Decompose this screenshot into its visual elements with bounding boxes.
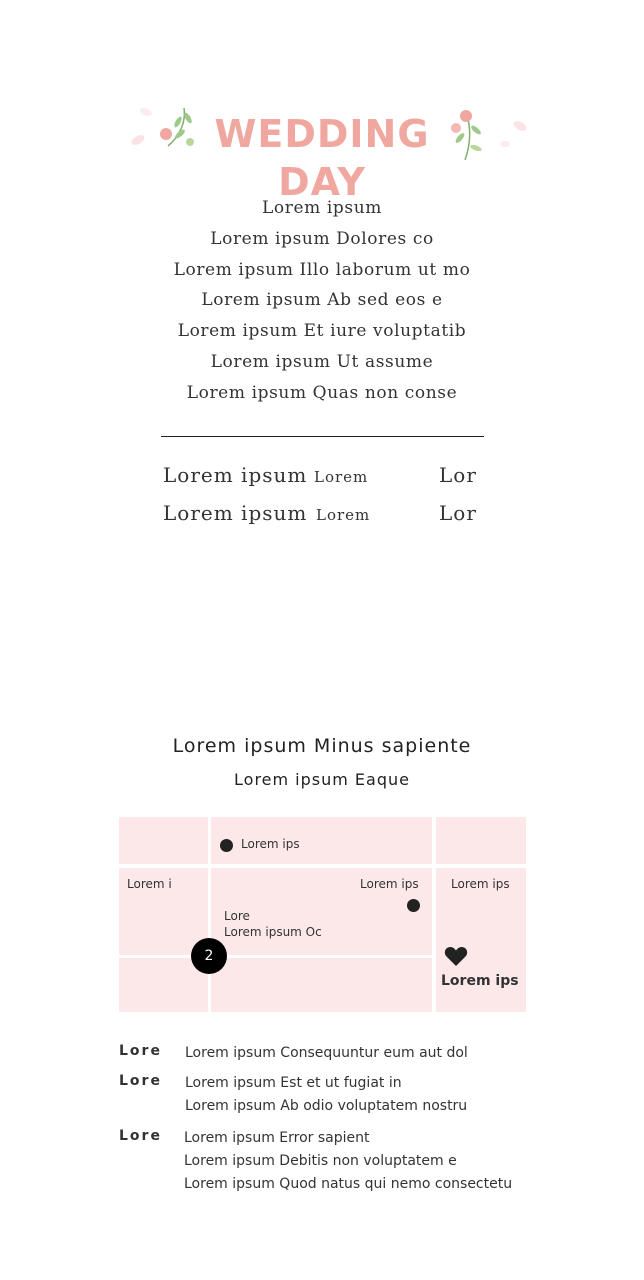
map-label: Lorem ips [451, 877, 510, 891]
dot-icon [407, 899, 420, 912]
legend-key: Lore [119, 1043, 162, 1059]
schedule [163, 463, 487, 539]
schedule-time: Lor [439, 501, 477, 525]
intro-line: Lorem ipsum Ut assume [210, 351, 434, 372]
map-block [436, 817, 526, 864]
map-label: Lorem ipsum Oc [224, 925, 322, 939]
section-divider [161, 436, 484, 437]
legend-value [185, 1073, 467, 1119]
intro-line: Lorem ipsum Illo laborum ut mo [173, 259, 471, 280]
schedule-time: Lor [439, 463, 477, 487]
legend-line: Lorem ipsum Debitis non voluptatem e [184, 1153, 457, 1169]
map-block [211, 958, 432, 1012]
legend-line: Lorem ipsum Error sapient [184, 1130, 370, 1146]
map-label: Lorem ips [241, 837, 300, 851]
intro-line: Lorem ipsum Dolores co [210, 228, 434, 249]
schedule-name: Lorem ipsum [163, 463, 308, 487]
legend-value [185, 1043, 468, 1066]
schedule-row [163, 501, 487, 539]
map-subtitle: Lorem ipsum Eaque [234, 770, 410, 789]
legend-line: Lorem ipsum Consequuntur eum aut dol [185, 1045, 468, 1061]
map-block [119, 817, 208, 864]
legend-key: Lore [119, 1128, 162, 1144]
location-map[interactable] [119, 817, 526, 1012]
legend-key: Lore [119, 1073, 162, 1089]
venue-label: Lorem ips [441, 973, 519, 989]
legend-row [119, 1128, 539, 1203]
map-legend [119, 1043, 539, 1203]
intro-line: Lorem ipsum Ab sed eos e [201, 290, 443, 311]
legend-row [119, 1073, 539, 1128]
legend-row [119, 1043, 539, 1073]
schedule-row [163, 463, 487, 501]
wedding-title: WEDDING DAY [214, 112, 430, 204]
schedule-detail: Lorem [314, 468, 369, 486]
legend-value [184, 1128, 512, 1197]
intro-line: Lorem ipsum Et iure voluptatib [177, 321, 467, 342]
map-label: Lore [224, 909, 250, 923]
intro-text [0, 193, 644, 409]
legend-line: Lorem ipsum Est et ut fugiat in [185, 1075, 402, 1091]
heart-icon [444, 945, 468, 967]
dot-icon [220, 839, 233, 852]
schedule-name: Lorem ipsum [163, 501, 308, 525]
legend-line: Lorem ipsum Quod natus qui nemo consectetu [184, 1176, 513, 1192]
intro-line: Lorem ipsum Quas non conse [186, 382, 458, 403]
legend-line: Lorem ipsum Ab odio voluptatem nostru [185, 1098, 468, 1114]
map-label: Lorem i [127, 877, 172, 891]
map-label: Lorem ips [360, 877, 419, 891]
map-marker[interactable]: 2 [191, 938, 227, 974]
intro-line: Lorem ipsum [262, 198, 382, 218]
map-title: Lorem ipsum Minus sapiente [172, 735, 472, 757]
schedule-detail: Lorem [316, 506, 371, 524]
